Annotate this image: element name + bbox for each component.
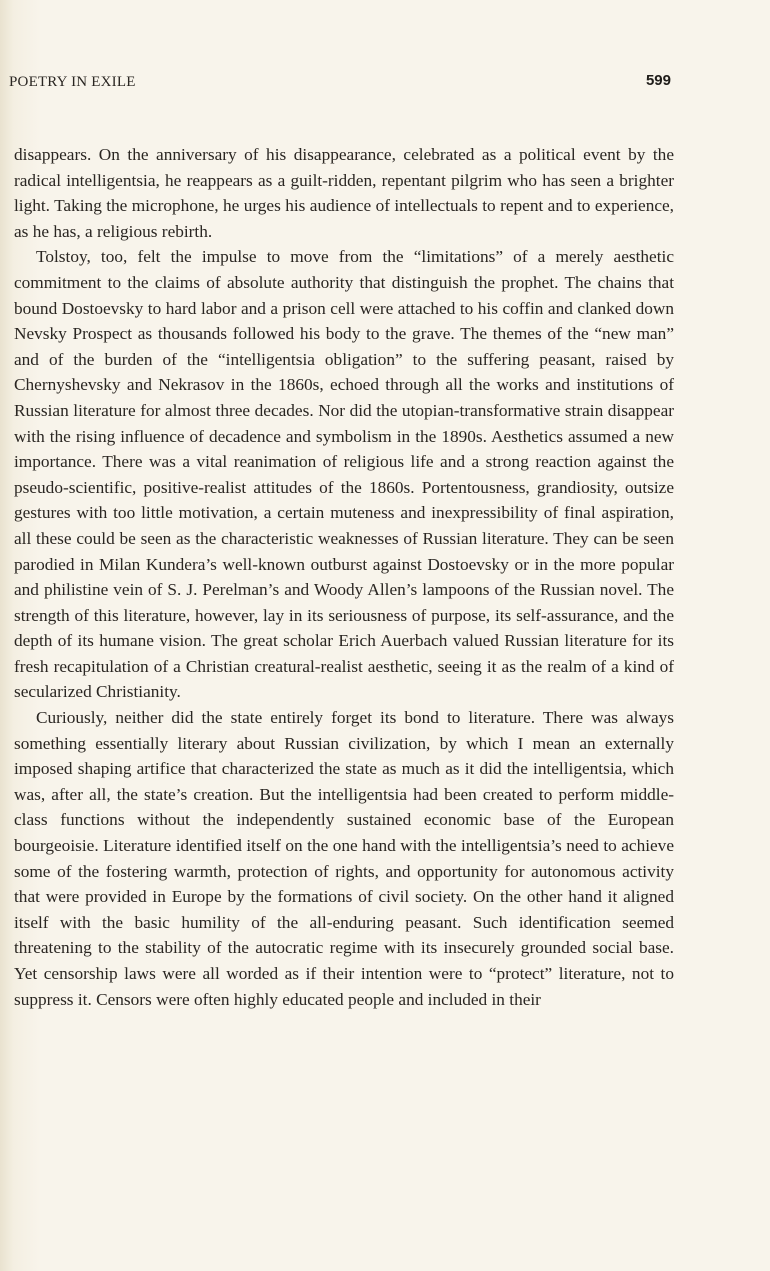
page-header xyxy=(9,72,671,94)
page-number: 599 xyxy=(645,72,671,89)
running-head: POETRY IN EXILE xyxy=(9,74,136,90)
body-text xyxy=(14,142,674,1012)
paragraph-continuation: disappears. On the anniversary of his disappearance, celebrated as a political event by the radical intelligentsia, he reappears as a guilt-ridden, repentant pilgrim who has seen a brighter light. Taking the microphone, he urges his audience of intellectuals to repent and to experience, as he has, a religious rebirth. xyxy=(14,145,674,241)
paragraph-tolstoy: Tolstoy, too, felt the impulse to move from the “limitations” of a merely aesthetic commitment to the claims of absolute authority that distinguish the prophet. The chains that bound Dostoevsky to hard labor and a prison cell were attached to his coffin and clanked down Nevsky Prospect as thousands followed his body to the grave. The themes of the “new man” and of the burden of the “intelligentsia obligation” to the suffering peasant, raised by Chernyshevsky and Nekrasov in the 1860s, echoed through all the works and institutions of Russian literature for almost three decades. Nor did the utopian-transformative strain disappear with the rising influence of decadence and symbolism in the 1890s. Aesthetics assumed a new importance. There was a vital reanimation of religious life and a strong reaction against the pseudo-scientific, positive-realist attitudes of the 1860s. Portentousness, grandiosity, outsize gestures with too little motivation, a certain muteness and inexpressibility of final aspiration, all these could be seen as the characteristic weaknesses of Russian literature. They can be seen parodied in Milan Kundera’s well-known outburst against Dostoevsky or in the more popular and philistine vein of S. J. Perelman’s and Woody Allen’s lampoons of the Russian novel. The strength of this literature, however, lay in its seriousness of purpose, its self-assurance, and the depth of its humane vision. The great scholar Erich Auerbach valued Russian literature for its fresh recapitulation of a Christian creatural-realist aesthetic, seeing it as the realm of a kind of secularized Christianity. xyxy=(14,247,674,702)
paragraph-state-and-literature: Curiously, neither did the state entirely forget its bond to literature. There was always something essentially literary about Russian civilization, by which I mean an externally imposed shaping artifice that characterized the state as much as it did the intelligentsia, which was, after all, the state’s creation. But the intelligentsia had been created to perform middle-class functions without the independently sustained economic base of the European bourgeoisie. Literature identified itself on the one hand with the intelligentsia’s need to achieve some of the fostering warmth, protection of rights, and opportunity for autonomous activity that were provided in Europe by the formations of civil society. On the other hand it aligned itself with the basic humility of the all-enduring peasant. Such identification seemed threatening to the stability of the autocratic regime with its insecurely grounded social base. Yet censorship laws were all worded as if their intention were to “protect” literature, not to suppress it. Censors were often highly educated people and included in their xyxy=(14,708,674,1009)
